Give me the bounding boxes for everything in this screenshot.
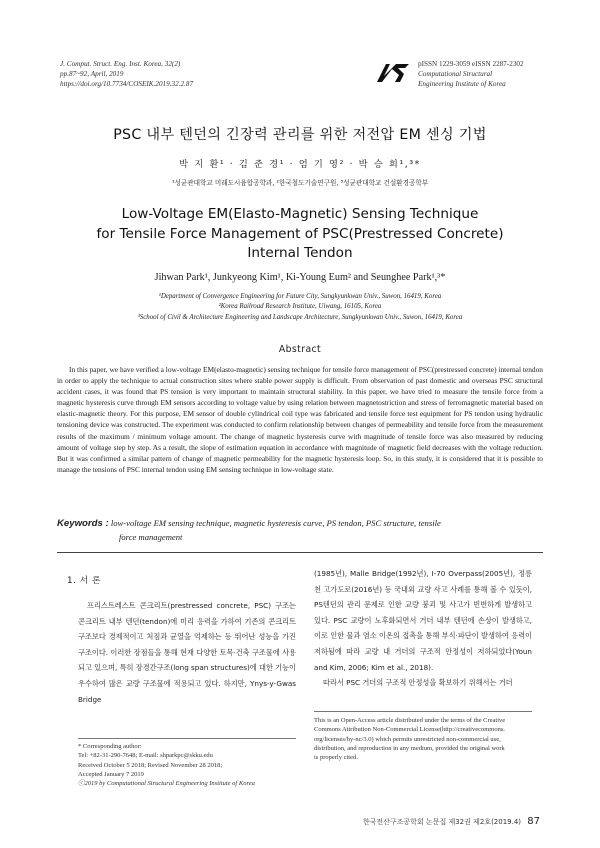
english-title — [40, 205, 560, 264]
right-column — [314, 566, 532, 691]
korean-affiliations: ¹성균관대학교 미래도시융합공학과, ²한국철도기술연구원, ³성균관대학교 건설환경공학부 — [171, 179, 429, 187]
license-line-3: org/licenses/by-nc/3.0) which permits unrestricted non-commercial use, — [314, 735, 501, 743]
coseik-logo-icon — [376, 62, 410, 84]
journal-line-2: pp.87~92, April, 2019 — [60, 70, 124, 78]
license-line-4: distribution, and reproduction in any medium, provided the original work — [314, 744, 505, 752]
english-affiliations — [60, 292, 540, 323]
society-name-2: Engineering Institute of Korea — [418, 80, 506, 88]
affiliation-3: ³School of Civil & Architecture Engineering and Landscape Architecture, Sungkyunkwan Univ., Suwon, 16419, Korea — [137, 313, 463, 321]
license-line-1: This is an Open-Access article distributed under the terms of the Creative — [314, 717, 506, 724]
footer-journal-info: 한국전산구조공학회 논문집 제32권 제2호(2019.4) — [362, 818, 522, 826]
english-title-line-2: for Tensile Force Management of PSC(Prestressed Concrete) — [96, 225, 504, 242]
fn-received: Received October 5 2018; Revised November 28 2018; — [78, 761, 223, 769]
issn-line: pISSN 1229-3059 eISSN 2287-2302 — [418, 60, 524, 68]
footnote-divider-right — [314, 711, 532, 712]
intro-paragraph-2: (1985년), Malle Bridge(1992년), I-70 Overpass(2005년), 정릉천 고가도로(2016년) 등 국내외 교량 사고 사례를 통해 볼 수 있듯이, PS텐던의 관리 문제로 인한 교량 붕괴 및 사고가 빈번하게 발생하고 있다. PSC 교량이 노후화되면서 거더 내부 텐던에 손상이 발생하고, 이로 인한 물과 염소 이온의 접촉을 통해 부식·파단이 발생하여 응력이 저하됨에 따라 교량 내 거더의 구조적 안정성이 저하되었다(Youn and Kim, 2006; Kim et al., 2018). — [314, 569, 532, 672]
keywords-label: Keywords : — [57, 518, 109, 529]
fn-copyright: ⓒ2019 by Computational Structural Engineering Institute of Korea — [78, 780, 255, 788]
page-number: 87 — [527, 816, 540, 827]
corresponding-author-footnote — [78, 742, 308, 788]
abstract-text: In this paper, we have verified a low-voltage EM(elasto-magnetic) sensing technique for tensile force management of PSC(prestressed concrete) internal tendon in order to apply the technique to actual construction sites where stable power supply is difficult. From observation of past domestic and overseas PSC structural accident cases, it was found that PS tension is very important to maintain structural stability. In this paper, we have tried to measure the tensile force from a magnetic hysteresis curve through EM sensors according to voltage value by using relation between magnetostriction and stress of ferromagnetic material based on elastic-magnetic theory. For this purpose, EM sensor of double cylindrical coil type was fabricated and tensile force test equipment for PS tendon using hydraulic tensioning device was constructed. The experiment was conducted to confirm relationship between changes of permeability and tensile force from the measurement results of the maximum / minimum voltage amount. The change of magnetic hysteresis curve with magnitude of tensile force was also measured by reducing amount of voltage step by step. As a result, the slope of estimation equation in accordance with magnitude of magnetic field decreases with the voltage reduction. But it was confirmed a similar pattern of change of magnetic permeability for the magnetic hysteresis loop. So, in this study, it is considered that it is possible to manage the tensions of PSC internal tendon using EM sensing technique in low-voltage state. — [57, 365, 543, 474]
fn-corresponding: * Corresponding author: — [78, 743, 142, 750]
keywords — [57, 517, 543, 544]
issn-block — [418, 59, 524, 89]
affiliation-2: ²Korea Railroad Research Institute, Uiwang, 16105, Korea — [218, 303, 382, 311]
intro-paragraph-3: 따라서 PSC 거더의 구조적 안정성을 확보하기 위해서는 거더 — [323, 678, 513, 688]
license-footnote — [314, 716, 544, 762]
keywords-line-2: force management — [119, 531, 183, 542]
abstract-heading: Abstract — [278, 344, 322, 355]
society-name-1: Computational Structural — [418, 70, 493, 78]
english-title-line-3: Internal Tendon — [247, 245, 353, 261]
english-authors: Jihwan Park¹, Junkyeong Kim¹, Ki-Young Eum² and Seunghee Park¹,³* — [154, 272, 446, 283]
page-footer — [363, 816, 540, 827]
doi-link[interactable]: https://doi.org/10.7734/COSEIK.2019.32.2.87 — [60, 80, 194, 88]
license-line-2[interactable]: Commons Attribution Non-Commercial License(http://creativecommons. — [314, 726, 505, 734]
intro-paragraph-1: 프리스트레스트 콘크리트(prestressed concrete, PSC) 구조는 콘크리트 내부 텐던(tendon)에 미리 응력을 가하여 기존의 콘크리트 구조보다 경제적이고 처짐과 균열을 억제하는 등 뛰어난 성능을 가진 구조이다. 이러한 장점들을 통해 현재 다양한 토목·건축 구조물에 사용되고 있으며, 특히 장경간구조(long span structures)에 대한 기능이 우수하여 많은 교량 구조물에 적용되고 있다. 하지만, Ynys-y-Gwas Bridge — [78, 601, 297, 704]
korean-title: PSC 내부 텐던의 긴장력 관리를 위한 저전압 EM 센싱 기법 — [113, 127, 487, 143]
english-title-line-1: Low-Voltage EM(Elasto-Magnetic) Sensing Technique — [121, 206, 479, 222]
section-heading-introduction: 1. 서 론 — [67, 576, 101, 586]
journal-line-1: J. Comput. Struct. Eng. Inst. Korea, 32(2) — [60, 60, 181, 68]
left-column — [78, 598, 296, 707]
keywords-line-1: low-voltage EM sensing technique, magnetic hysteresis curve, PS tendon, PSC structure, tensile — [110, 518, 441, 528]
fn-contact[interactable]: Tel: +82-31-290-7648; E-mail: shparkpc@skku.edu — [78, 752, 213, 760]
keywords-divider — [57, 552, 543, 553]
footnote-divider-left — [78, 738, 296, 739]
journal-citation — [60, 59, 193, 89]
korean-authors: 박 지 환¹ · 김 준 경¹ · 엄 기 영² · 박 승 희¹,³* — [179, 159, 421, 170]
fn-accepted: Accepted January 7 2019 — [78, 770, 144, 778]
license-line-5: is properly cited. — [314, 754, 358, 762]
affiliation-1: ¹Department of Convergence Engineering for Future City, Sungkyunkwan Univ., Suwon, 16419, Korea — [158, 293, 442, 300]
